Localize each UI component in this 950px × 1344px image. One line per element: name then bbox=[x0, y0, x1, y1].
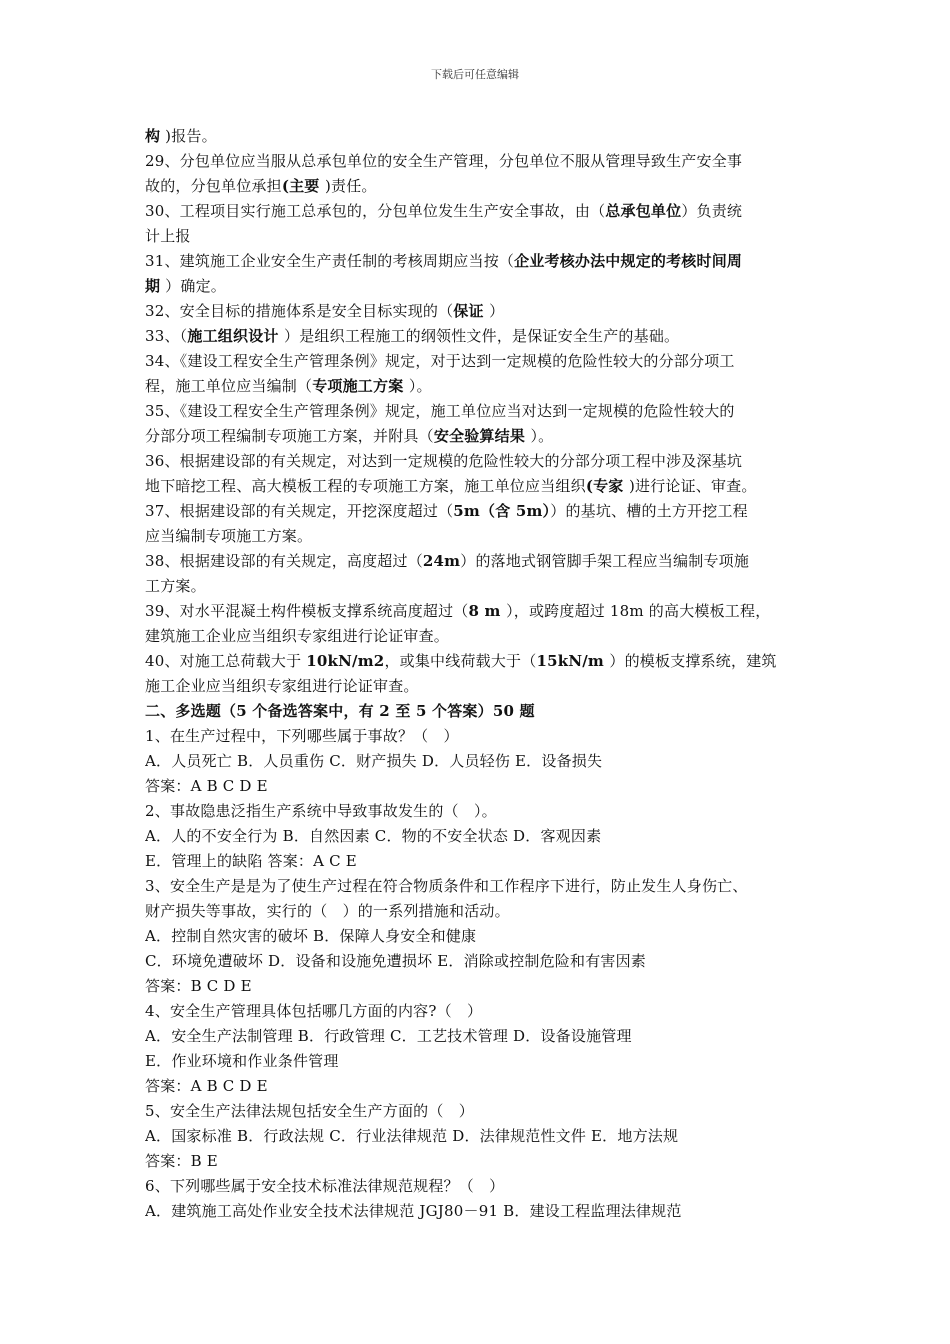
text-line bbox=[145, 599, 813, 624]
text-segment: ）负责统 bbox=[681, 202, 743, 220]
text-line bbox=[145, 624, 813, 649]
bold-answer-text: 总承包单位 bbox=[605, 202, 682, 220]
text-segment: 财产损失等事故，实行的（ ）的一系列措施和活动。 bbox=[145, 902, 510, 920]
text-segment: A．建筑施工高处作业安全技术法律规范 JGJ80－91 B．建设工程监理法律规范 bbox=[145, 1202, 682, 1220]
text-segment: 3、安全生产是是为了使生产过程在符合物质条件和工作程序下进行，防止发生人身伤亡、 bbox=[145, 877, 748, 895]
text-segment: 33、（ bbox=[145, 327, 188, 345]
text-line bbox=[145, 724, 813, 749]
text-line bbox=[145, 649, 813, 674]
text-segment: 4、安全生产管理具体包括哪几方面的内容?（ ） bbox=[145, 1002, 483, 1020]
text-line bbox=[145, 249, 813, 274]
text-segment: 30、工程项目实行施工总承包的，分包单位发生生产安全事故，由（ bbox=[145, 202, 606, 220]
text-segment: ）的基坑、槽的土方开挖工程 bbox=[550, 502, 748, 520]
text-segment: ），或跨度超过 18m 的高大模板工程， bbox=[506, 602, 771, 620]
text-line bbox=[145, 749, 813, 774]
text-segment: 答案：B E bbox=[145, 1152, 218, 1170]
text-line bbox=[145, 199, 813, 224]
text-line bbox=[145, 574, 813, 599]
bold-answer-text: (主要 bbox=[281, 177, 325, 195]
text-segment: 分部分项工程编制专项施工方案，并附具（ bbox=[145, 427, 434, 445]
text-segment: 应当编制专项施工方案。 bbox=[145, 527, 313, 545]
text-segment: ） bbox=[489, 302, 505, 320]
text-line bbox=[145, 1124, 813, 1149]
text-line bbox=[145, 224, 813, 249]
text-line bbox=[145, 1024, 813, 1049]
text-line bbox=[145, 1149, 813, 1174]
bold-answer-text: 保证 bbox=[453, 302, 490, 320]
text-segment: 故的，分包单位承担 bbox=[145, 177, 282, 195]
text-line bbox=[145, 899, 813, 924]
text-segment: 工方案。 bbox=[145, 577, 206, 595]
text-segment: 31、建筑施工企业安全生产责任制的考核周期应当按（ bbox=[145, 252, 515, 270]
text-line bbox=[145, 774, 813, 799]
bold-answer-text: 8 m bbox=[468, 602, 507, 620]
text-line bbox=[145, 399, 813, 424]
text-line bbox=[145, 999, 813, 1024]
text-line bbox=[145, 949, 813, 974]
text-segment: )进行论证、审查。 bbox=[628, 477, 757, 495]
text-line bbox=[145, 924, 813, 949]
bold-answer-text: 期 bbox=[145, 277, 161, 295]
text-segment: ）的落地式钢管脚手架工程应当编制专项施 bbox=[460, 552, 750, 570]
text-segment: ）的模板支撑系统，建筑 bbox=[609, 652, 777, 670]
bold-answer-text: 安全验算结果 bbox=[433, 427, 531, 445]
text-segment: 6、下列哪些属于安全技术标准法律规范规程？（ ） bbox=[145, 1177, 505, 1195]
text-line bbox=[145, 449, 813, 474]
text-line bbox=[145, 1074, 813, 1099]
text-line bbox=[145, 799, 813, 824]
text-line bbox=[145, 849, 813, 874]
text-line bbox=[145, 374, 813, 399]
text-segment: 40、对施工总荷载大于 bbox=[145, 652, 307, 670]
text-segment: A．人员死亡 B．人员重伤 C．财产损失 D．人员轻伤 E．设备损失 bbox=[145, 752, 603, 770]
text-segment: )报告。 bbox=[160, 127, 217, 145]
text-line bbox=[145, 1099, 813, 1124]
text-segment: 36、根据建设部的有关规定，对达到一定规模的危险性较大的分部分项工程中涉及深基坑 bbox=[145, 452, 743, 470]
text-segment: 建筑施工企业应当组织专家组进行论证审查。 bbox=[145, 627, 450, 645]
text-line bbox=[145, 124, 813, 149]
text-segment: 1、在生产过程中，下列哪些属于事故？（ ） bbox=[145, 727, 459, 745]
text-line bbox=[145, 349, 813, 374]
bold-answer-text: 施工组织设计 bbox=[187, 327, 285, 345]
text-segment: 38、根据建设部的有关规定，高度超过（ bbox=[145, 552, 423, 570]
text-line bbox=[145, 699, 813, 724]
text-segment: ）。 bbox=[530, 427, 554, 445]
text-segment: 答案：A B C D E bbox=[145, 1077, 268, 1095]
bold-answer-text: 15kN/m bbox=[536, 652, 610, 670]
text-segment: 39、对水平混凝土构件模板支撑系统高度超过（ bbox=[145, 602, 469, 620]
text-segment: 5、安全生产法律法规包括安全生产方面的（ ） bbox=[145, 1102, 474, 1120]
text-segment: E．作业环境和作业条件管理 bbox=[145, 1052, 339, 1070]
text-line bbox=[145, 674, 813, 699]
text-line bbox=[145, 824, 813, 849]
text-segment: 2、事故隐患泛指生产系统中导致事故发生的（ ）。 bbox=[145, 802, 497, 820]
text-segment: 答案：A B C D E bbox=[145, 777, 268, 795]
text-segment: 37、根据建设部的有关规定，开挖深度超过（ bbox=[145, 502, 454, 520]
text-segment: A．国家标准 B．行政法规 C．行业法律规范 D．法律规范性文件 E．地方法规 bbox=[145, 1127, 679, 1145]
text-segment: A．人的不安全行为 B．自然因素 C．物的不安全状态 D．客观因素 bbox=[145, 827, 602, 845]
text-line bbox=[145, 174, 813, 199]
text-line bbox=[145, 974, 813, 999]
text-segment: A．控制自然灾害的破坏 B．保障人身安全和健康 bbox=[145, 927, 477, 945]
text-segment: ）。 bbox=[408, 377, 432, 395]
bold-answer-text: 专项施工方案 bbox=[312, 377, 409, 395]
text-line bbox=[145, 149, 813, 174]
text-segment: 29、分包单位应当服从总承包单位的安全生产管理，分包单位不服从管理导致生产安全事 bbox=[145, 152, 743, 170]
bold-answer-text: 5m（含 5m） bbox=[453, 502, 551, 520]
bold-answer-text: (专家 bbox=[585, 477, 629, 495]
text-segment: E．管理上的缺陷 答案：A C E bbox=[145, 852, 357, 870]
text-line bbox=[145, 1049, 813, 1074]
text-line bbox=[145, 324, 813, 349]
bold-answer-text: 构 bbox=[145, 127, 161, 145]
text-segment: ，或集中线荷载大于（ bbox=[384, 652, 537, 670]
text-segment: 地下暗挖工程、高大模板工程的专项施工方案，施工单位应当组织 bbox=[145, 477, 586, 495]
text-segment: C．环境免遭破坏 D．设备和设施免遭损坏 E．消除或控制危险和有害因素 bbox=[145, 952, 646, 970]
bold-answer-text: 10kN/m2 bbox=[306, 652, 385, 670]
text-line bbox=[145, 274, 813, 299]
text-line bbox=[145, 299, 813, 324]
text-line bbox=[145, 524, 813, 549]
text-line bbox=[145, 874, 813, 899]
text-segment: )责任。 bbox=[324, 177, 377, 195]
document-body bbox=[145, 124, 813, 1224]
text-segment: 计上报 bbox=[145, 227, 191, 245]
text-segment: 32、安全目标的措施体系是安全目标实现的（ bbox=[145, 302, 454, 320]
text-line bbox=[145, 1199, 813, 1224]
text-line bbox=[145, 549, 813, 574]
text-line bbox=[145, 499, 813, 524]
bold-answer-text: 24m bbox=[422, 552, 461, 570]
bold-answer-text: 企业考核办法中规定的考核时间周 bbox=[514, 252, 743, 270]
text-segment: A．安全生产法制管理 B．行政管理 C．工艺技术管理 D．设备设施管理 bbox=[145, 1027, 632, 1045]
text-segment: 34、《建设工程安全生产管理条例》规定，对于达到一定规模的危险性较大的分部分项工 bbox=[145, 352, 735, 370]
text-segment: 施工企业应当组织专家组进行论证审查。 bbox=[145, 677, 419, 695]
text-segment: 35、《建设工程安全生产管理条例》规定，施工单位应当对达到一定规模的危险性较大的 bbox=[145, 402, 735, 420]
page-header: 下载后可任意编辑 bbox=[431, 68, 519, 81]
text-line bbox=[145, 424, 813, 449]
text-segment: ）是组织工程施工的纲领性文件，是保证安全生产的基础。 bbox=[284, 327, 680, 345]
text-line bbox=[145, 474, 813, 499]
bold-answer-text: 二、多选题（5 个备选答案中，有 2 至 5 个答案）50 题 bbox=[145, 702, 535, 720]
text-line bbox=[145, 1174, 813, 1199]
text-segment: 程，施工单位应当编制（ bbox=[145, 377, 313, 395]
text-segment: ）确定。 bbox=[160, 277, 226, 295]
text-segment: 答案：B C D E bbox=[145, 977, 252, 995]
